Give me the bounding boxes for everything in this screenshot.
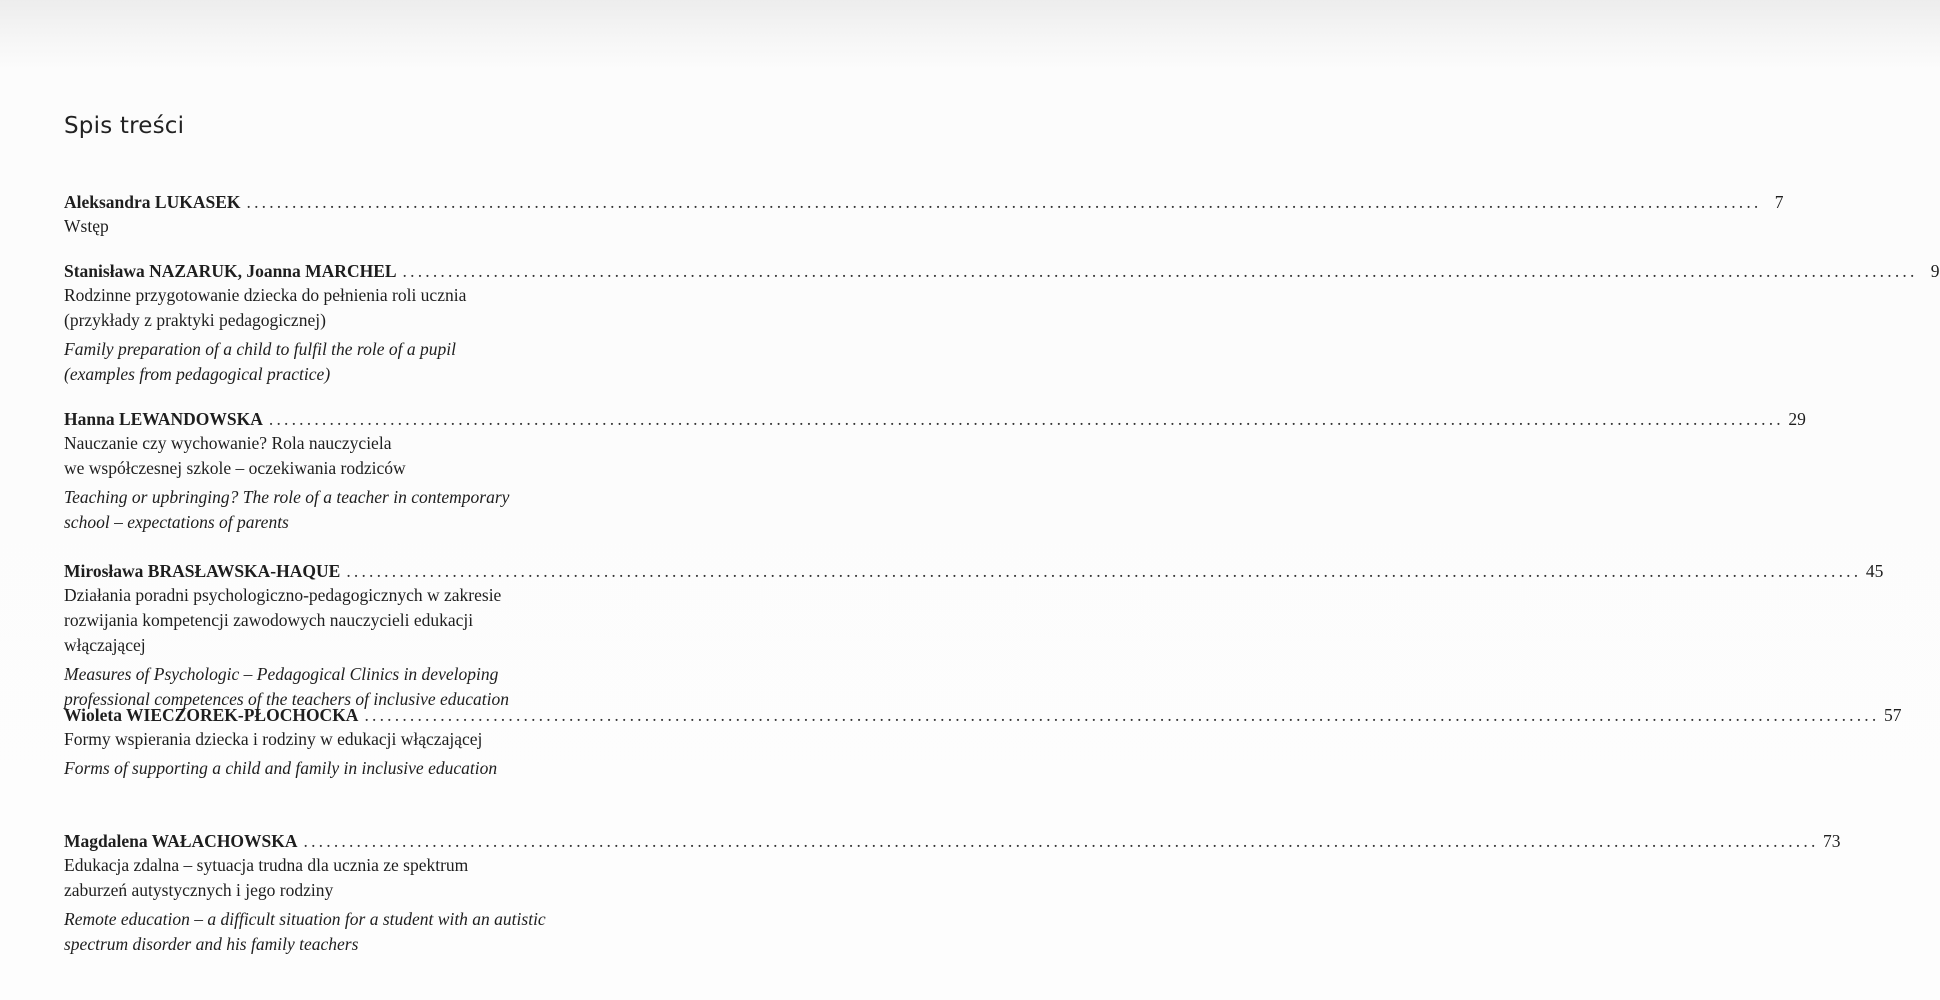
page-number: 7 bbox=[1774, 192, 1784, 212]
english-title-line: Measures of Psychologic – Pedagogical Clinics in developing bbox=[64, 664, 499, 684]
english-title bbox=[64, 907, 570, 957]
page-number: 57 bbox=[1883, 705, 1902, 725]
polish-title-line: Nauczanie czy wychowanie? Rola nauczyciela bbox=[64, 433, 392, 453]
author-line bbox=[64, 703, 1902, 727]
english-title-line: Teaching or upbringing? The role of a teacher in contemporary bbox=[64, 487, 510, 507]
dot-leader: ........................................................................................................................................................................................................ bbox=[246, 192, 1762, 212]
english-title-line: Family preparation of a child to fulfil the role of a pupil bbox=[64, 339, 456, 359]
author-name: Magdalena WAŁACHOWSKA bbox=[64, 831, 298, 851]
dot-leader: ........................................................................................................................................................................................................ bbox=[303, 831, 1819, 851]
polish-title-line: Formy wspierania dziecka i rodziny w edukacji włączającej bbox=[64, 729, 483, 749]
polish-title-line: rozwijania kompetencji zawodowych nauczycieli edukacji bbox=[64, 610, 474, 630]
page-number: 73 bbox=[1823, 831, 1841, 851]
polish-title-line: zaburzeń autystycznych i jego rodziny bbox=[64, 880, 334, 900]
polish-title bbox=[64, 283, 570, 333]
author-name: Aleksandra LUKASEK bbox=[64, 192, 241, 212]
page-number: 29 bbox=[1788, 409, 1806, 429]
polish-title bbox=[64, 214, 570, 239]
english-title bbox=[64, 756, 570, 781]
dot-leader: ........................................................................................................................................................................................................ bbox=[364, 705, 1880, 725]
polish-title-line: włączającej bbox=[64, 635, 146, 655]
dot-leader: ........................................................................................................................................................................................................ bbox=[268, 409, 1784, 429]
polish-title bbox=[64, 853, 570, 903]
polish-title-line: Rodzinne przygotowanie dziecka do pełnienia roli ucznia bbox=[64, 285, 467, 305]
polish-title-line: Wstęp bbox=[64, 216, 109, 236]
english-title bbox=[64, 485, 570, 535]
author-line bbox=[64, 190, 1784, 214]
english-title-line: professional competences of the teachers of inclusive education bbox=[64, 689, 510, 709]
dot-leader: ........................................................................................................................................................................................................ bbox=[402, 261, 1918, 281]
polish-title bbox=[64, 727, 570, 752]
toc-entry[interactable] bbox=[64, 407, 1806, 535]
english-title-line: Forms of supporting a child and family in inclusive education bbox=[64, 758, 498, 778]
toc-entry[interactable] bbox=[64, 559, 1884, 712]
polish-title-line: Działania poradni psychologiczno-pedagogicznych w zakresie bbox=[64, 585, 502, 605]
polish-title-line: Edukacja zdalna – sytuacja trudna dla ucznia ze spektrum bbox=[64, 855, 469, 875]
polish-title bbox=[64, 583, 570, 658]
dot-leader: ........................................................................................................................................................................................................ bbox=[346, 561, 1862, 581]
english-title-line: (examples from pedagogical practice) bbox=[64, 364, 331, 384]
author-line bbox=[64, 559, 1884, 583]
author-name: Stanisława NAZARUK, Joanna MARCHEL bbox=[64, 261, 397, 281]
author-line bbox=[64, 407, 1806, 431]
page-number: 9 bbox=[1930, 261, 1940, 281]
polish-title bbox=[64, 431, 570, 481]
polish-title-line: we współczesnej szkole – oczekiwania rodziców bbox=[64, 458, 406, 478]
author-line bbox=[64, 259, 1940, 283]
toc-entry[interactable] bbox=[64, 259, 1940, 387]
author-name: Wioleta WIECZOREK-PŁOCHOCKA bbox=[64, 705, 359, 725]
polish-title-line: (przykłady z praktyki pedagogicznej) bbox=[64, 310, 326, 330]
toc-entry[interactable] bbox=[64, 190, 1784, 239]
english-title-line: spectrum disorder and his family teachers bbox=[64, 934, 359, 954]
toc-entry[interactable] bbox=[64, 829, 1841, 957]
author-name: Hanna LEWANDOWSKA bbox=[64, 409, 263, 429]
page-number: 45 bbox=[1865, 561, 1884, 581]
english-title bbox=[64, 337, 570, 387]
author-name: Mirosława BRASŁAWSKA-HAQUE bbox=[64, 561, 341, 581]
author-line bbox=[64, 829, 1841, 853]
toc-entry[interactable] bbox=[64, 703, 1902, 781]
english-title-line: school – expectations of parents bbox=[64, 512, 289, 532]
english-title-line: Remote education – a difficult situation for a student with an autistic bbox=[64, 909, 546, 929]
page-title: Spis treści bbox=[64, 113, 185, 139]
